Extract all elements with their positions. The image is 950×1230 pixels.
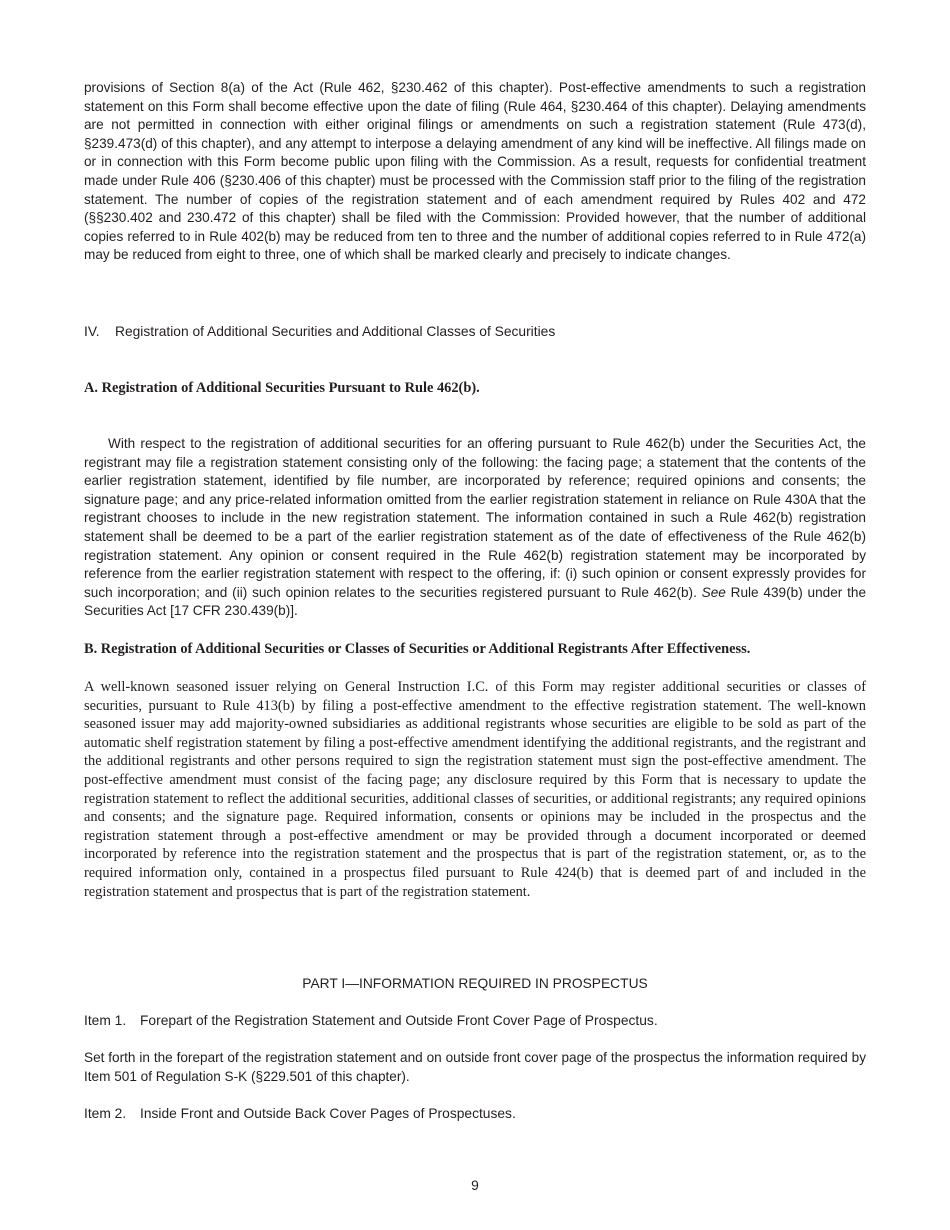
item-2-title: Inside Front and Outside Back Cover Pages of Prospectuses. [140, 1106, 516, 1121]
item-2-heading [84, 1105, 866, 1123]
section-iv-heading [84, 323, 866, 341]
subsection-b-heading: B. Registration of Additional Securities or Classes of Securities or Additional Registrants After Effectiveness. [84, 641, 751, 657]
subsection-a-body [84, 435, 866, 621]
item-1-heading [84, 1012, 866, 1030]
subsection-b-body: A well-known seasoned issuer relying on General Instruction I.C. of this Form may register additional securities or classes of securities, pursuant to Rule 413(b) by filing a post-effective amendment to the effective registration statement. The well-known seasoned issuer may add majority-owned subsidiaries as additional registrants whose securities are eligible to be sold as part of the automatic shelf registration statement by filing a post-effective amendment identifying the additional registrants, and the registrant and the additional registrants and other persons required to sign the registration statement must sign the post-effective amendment. The post-effective amendment must consist of the facing page; any disclosure required by this Form that is necessary to update the registration statement to reflect the additional securities, additional classes of securities, or additional registrants; any required opinions and consents; and the signature page. Required information, consents or opinions may be included in the prospectus and the registration statement through a post-effective amendment or may be provided through a document incorporated or deemed incorporated by reference into the registration statement and the prospectus that is part of the registration statement, or, as to the required information only, contained in a prospectus filed pursuant to Rule 424(b) that is deemed part of and included in the registration statement and prospectus that is part of the registration statement. [84, 679, 866, 900]
see-reference: See [701, 584, 726, 600]
part-i-title: PART I—INFORMATION REQUIRED IN PROSPECTUS [302, 976, 648, 991]
item-1-title: Forepart of the Registration Statement and Outside Front Cover Page of Prospectus. [140, 1013, 658, 1028]
item-1-number: Item 1. [84, 1013, 127, 1028]
item-1-body: Set forth in the forepart of the registration statement and on outside front cover page of the prospectus the information required by Item 501 of Regulation S-K (§229.501 of this chapter). [84, 1050, 866, 1084]
item-2-number: Item 2. [84, 1106, 127, 1121]
section-iv-number: IV. [84, 324, 100, 339]
section-iv-title: Registration of Additional Securities and Additional Classes of Securities [115, 324, 556, 339]
continuation-paragraph: provisions of Section 8(a) of the Act (Rule 462, §230.462 of this chapter). Post-effective amendments to such a registration statement on this Form shall become effective upon the date of filing (Rule 464, §230.464 of this chapter). Delaying amendments are not permitted in connection with either original filings or amendments on such a registration statement (Rule 473(d), §239.473(d) of this chapter), and any attempt to interpose a delaying amendment of any kind will be ineffective. All filings made on or in connection with this Form become public upon filing with the Commission. As a result, requests for confidential treatment made under Rule 406 (§230.406 of this chapter) must be processed with the Commission staff prior to the filing of the registration statement. The number of copies of the registration statement and of each amendment required by Rules 402 and 472 (§§230.402 and 230.472 of this chapter) shall be filed with the Commission: Provided however, that the number of additional copies referred to in Rule 402(b) may be reduced from ten to three and the number of additional copies referred to in Rule 472(a) may be reduced from eight to three, one of which shall be marked clearly and precisely to indicate changes. [84, 80, 866, 263]
subsection-a-heading: A. Registration of Additional Securities Pursuant to Rule 462(b). [84, 380, 480, 396]
subsection-a-body-main: With respect to the registration of additional securities for an offering pursuant to Rule 462(b) under the Securities Act, the registrant may file a registration statement consisting only of the following: the facing page; a statement that the contents of the earlier registration statement, identified by file number, are incorporated by reference; required opinions and consents; the signature page; and any price-related information omitted from the earlier registration statement in reliance on Rule 430A that the registrant chooses to include in the new registration statement. The information contained in such a Rule 462(b) registration statement shall be deemed to be a part of the earlier registration statement as of the date of effectiveness of the Rule 462(b) registration statement. Any opinion or consent required in the Rule 462(b) registration statement may be incorporated by reference from the earlier registration statement with respect to the offering, if: (i) such opinion or consent expressly provides for such incorporation; and (ii) such opinion relates to the securities registered pursuant to Rule 462(b). [84, 436, 866, 600]
see-reference-rest: Rule 439(b) under the Securities Act [17 CFR 230.439(b)]. [84, 584, 866, 619]
page-number: 9 [471, 1178, 479, 1193]
